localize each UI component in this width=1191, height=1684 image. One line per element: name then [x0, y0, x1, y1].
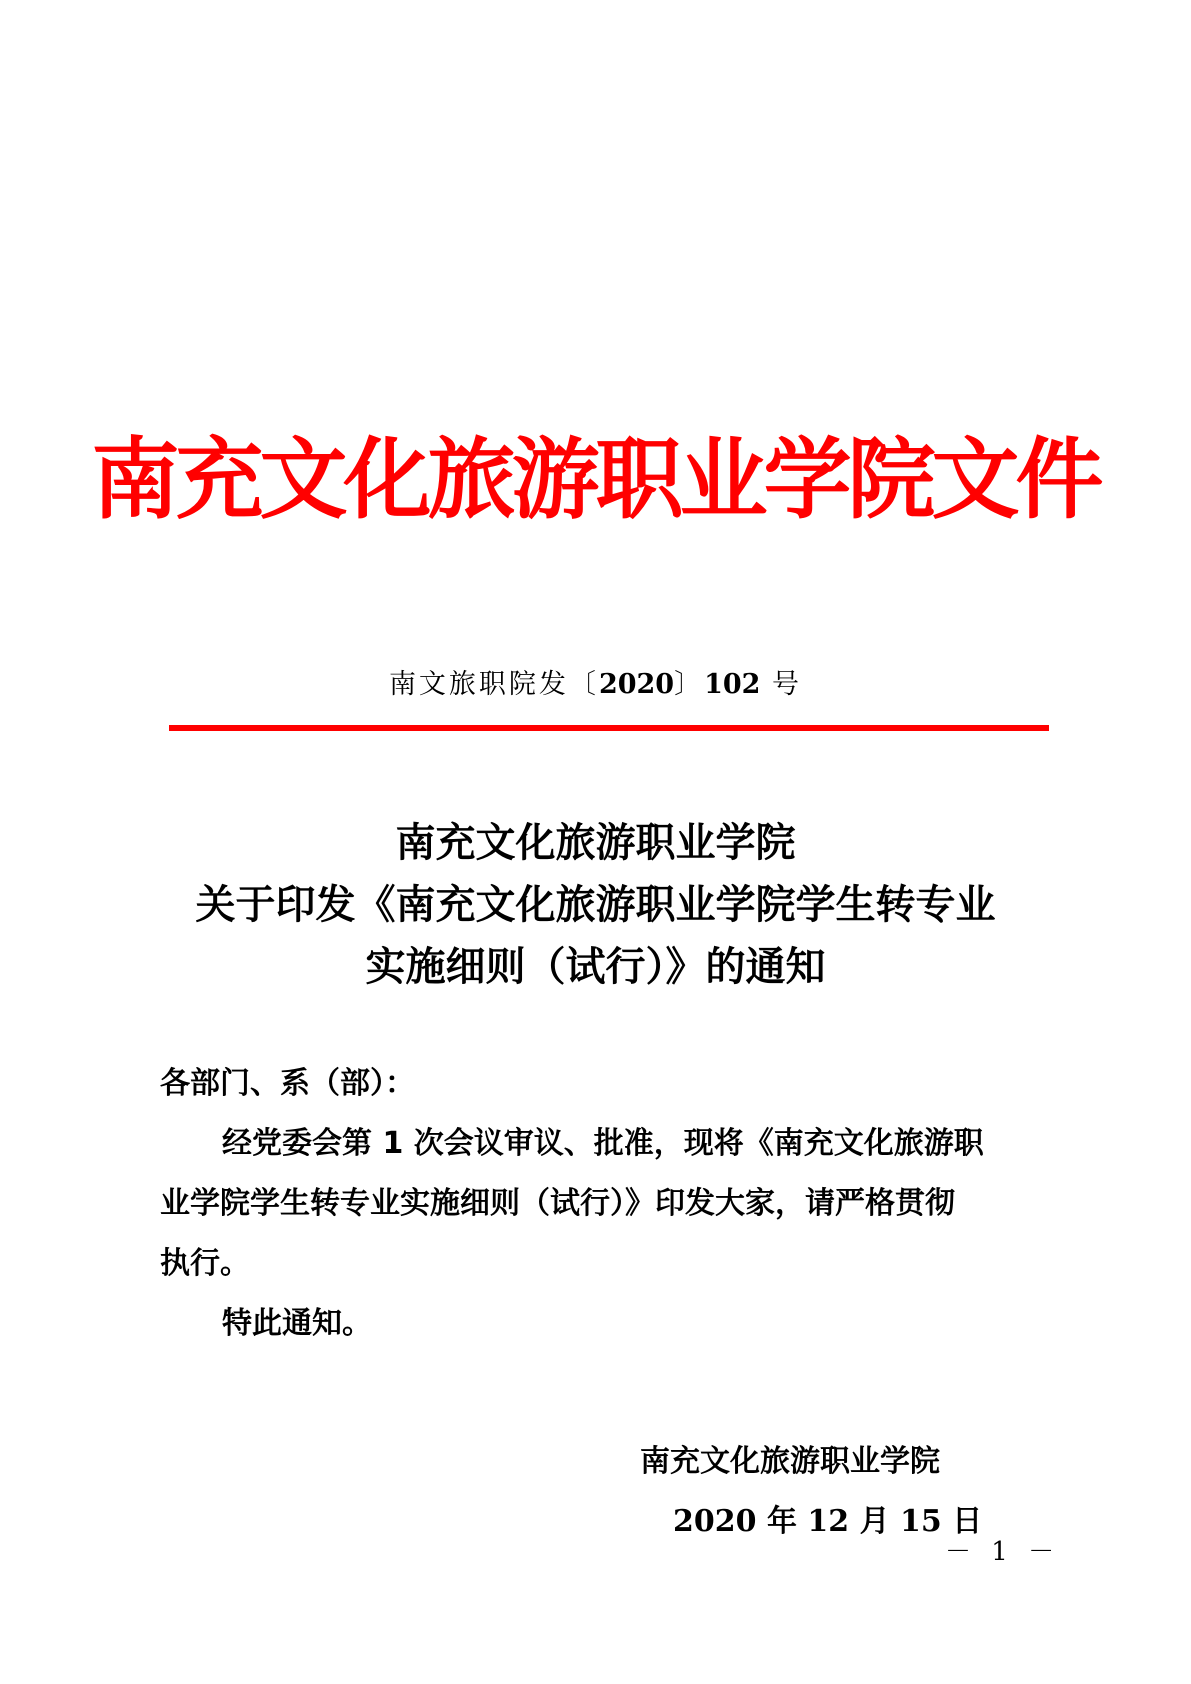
salutation: 各部门、系（部）：: [160, 1066, 415, 1101]
body-line-3: 执行。: [160, 1246, 250, 1281]
doc-number-year: 2020: [598, 669, 675, 700]
document-number: [0, 665, 1191, 705]
doc-number-prefix: 南文旅职院发〔: [388, 669, 599, 700]
date-month: 12: [807, 1504, 850, 1539]
document-title: [0, 812, 1191, 998]
signature-organization: 南充文化旅游职业学院: [640, 1444, 940, 1479]
doc-number-mid: 〕: [674, 669, 705, 700]
page-number: － 1 －: [945, 1537, 1061, 1567]
date-day-unit: 日: [941, 1504, 983, 1539]
doc-number-suffix: 号: [760, 669, 803, 700]
closing-text: 特此通知。: [222, 1306, 372, 1341]
document-masthead: 南充文化旅游职业学院文件: [91, 428, 1100, 531]
body-paragraph: [160, 1114, 1040, 1294]
date-year: 2020: [673, 1504, 757, 1539]
signature-date: [673, 1492, 982, 1552]
red-divider-rule: [169, 725, 1049, 731]
title-line-2: 关于印发《南充文化旅游职业学院学生转专业: [195, 882, 996, 928]
date-month-unit: 月: [849, 1504, 901, 1539]
body-line-1: 经党委会第 1 次会议审议、批准，现将《南充文化旅游职: [222, 1126, 984, 1161]
doc-number-serial: 102: [704, 669, 761, 700]
date-year-unit: 年: [756, 1504, 808, 1539]
title-line-1: 南充文化旅游职业学院: [395, 820, 796, 866]
body-line-2: 业学院学生转专业实施细则（试行）》印发大家，请严格贯彻: [160, 1186, 955, 1221]
date-day: 15: [900, 1504, 942, 1539]
title-line-3: 实施细则（试行）》的通知: [365, 944, 826, 990]
